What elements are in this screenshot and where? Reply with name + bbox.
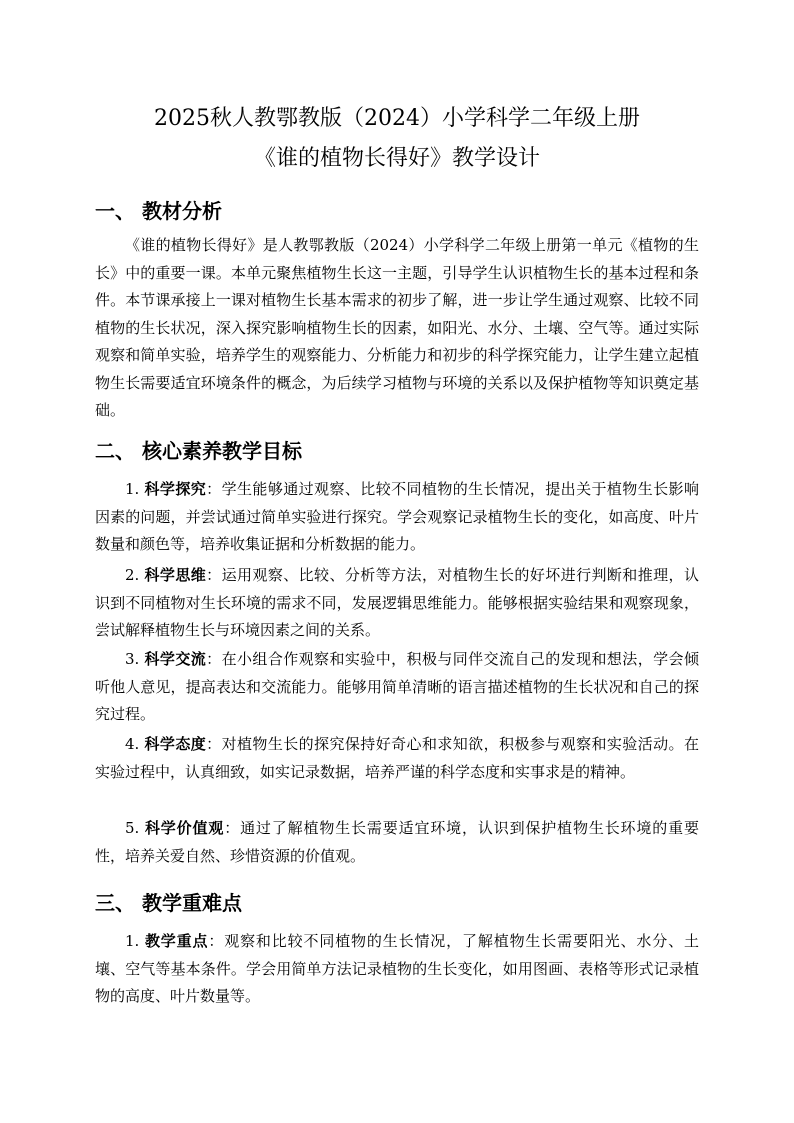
item-separator: ：: [206, 566, 222, 584]
section-heading-key-points: 三、 教学重难点: [95, 891, 242, 915]
item-label: 科学探究: [144, 480, 207, 498]
item-label: 科学思维: [144, 566, 207, 584]
item-number: 4.: [125, 735, 145, 753]
item-separator: ：: [224, 819, 241, 837]
item-text: 在小组合作观察和实验中，积极与同伴交流自己的发现和想法，学会倾听他人意见，提高表达和交流能力。能够用简单清晰的语言描述植物的生长状况和自己的探究过程。: [95, 650, 699, 723]
item-number: 3.: [125, 650, 145, 668]
item-text: 观察和比较不同植物的生长情况，了解植物生长需要阳光、水分、土壤、空气等基本条件。学会用简单方法记录植物的生长变化，如用图画、表格等形式记录植物的高度、叶片数量等。: [95, 932, 699, 1005]
item-label: 教学重点: [144, 932, 209, 950]
item-text: 对植物生长的探究保持好奇心和求知欲，积极参与观察和实验活动。在实验过程中，认真细致，如实记录数据，培养严谨的科学态度和实事求是的精神。: [95, 735, 699, 781]
document-title-line-2: 《谁的植物长得好》教学设计: [253, 146, 540, 171]
item-number: 1.: [125, 480, 145, 498]
item-separator: ：: [206, 650, 222, 668]
objective-item: [95, 731, 699, 786]
key-point-item: [95, 928, 699, 1011]
item-separator: ：: [206, 480, 222, 498]
item-number: 1.: [125, 932, 145, 950]
item-label: 科学态度: [144, 735, 207, 753]
section-heading-objectives: 二、 核心素养教学目标: [95, 439, 302, 463]
item-number: 2.: [125, 566, 145, 584]
item-text: 通过了解植物生长需要适宜环境，认识到保护植物生长环境的重要性，培养关爱自然、珍惜资源的价值观。: [95, 819, 699, 865]
objective-item: [95, 815, 699, 870]
item-text: 学生能够通过观察、比较不同植物的生长情况，提出关于植物生长影响因素的问题，并尝试通过简单实验进行探究。学会观察记录植物生长的变化，如高度、叶片数量和颜色等，培养收集证据和分析数据的能力。: [95, 480, 699, 553]
item-separator: ：: [208, 932, 225, 950]
objective-item: [95, 562, 699, 645]
objective-item: [95, 646, 699, 729]
objective-item: [95, 476, 699, 559]
item-text: 运用观察、比较、分析等方法，对植物生长的好坏进行判断和推理，认识到不同植物对生长环境的需求不同，发展逻辑思维能力。能够根据实验结果和观察现象，尝试解释植物生长与环境因素之间的关系。: [95, 566, 699, 639]
item-number: 5.: [125, 819, 145, 837]
analysis-paragraph: 《谁的植物长得好》是人教鄂教版（2024）小学科学二年级上册第一单元《植物的生长》中的重要一课。本单元聚焦植物生长这一主题，引导学生认识植物生长的基本过程和条件。本节课承接上一课对植物生长基本需求的初步了解，进一步让学生通过观察、比较不同植物的生长状况，深入探究影响植物生长的因素，如阳光、水分、土壤、空气等。通过实际观察和简单实验，培养学生的观察能力、分析能力和初步的科学探究能力，让学生建立起植物生长需要适宜环境条件的概念，为后续学习植物与环境的关系以及保护植物等知识奠定基础。: [95, 236, 699, 419]
section-heading-analysis: 一、 教材分析: [95, 199, 222, 223]
item-label: 科学交流: [144, 650, 207, 668]
item-label: 科学价值观: [144, 819, 225, 837]
item-separator: ：: [206, 735, 222, 753]
document-title-line-1: 2025秋人教鄂教版（2024）小学科学二年级上册: [154, 106, 640, 131]
